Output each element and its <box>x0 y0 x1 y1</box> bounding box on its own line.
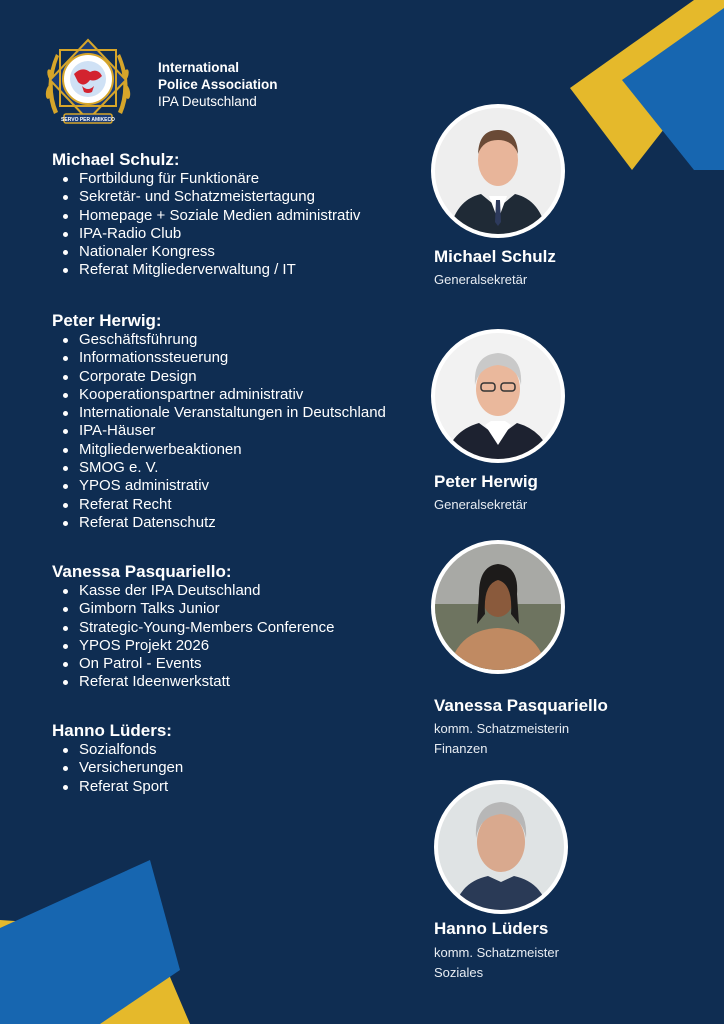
list-item: Gimborn Talks Junior <box>79 600 334 618</box>
list-item: Geschäftsführung <box>79 331 386 349</box>
person-name: Michael Schulz <box>434 247 556 266</box>
list-item: Kasse der IPA Deutschland <box>79 582 334 600</box>
list-item: Informationssteuerung <box>79 349 386 367</box>
list-item: Corporate Design <box>79 368 386 386</box>
list-item: SMOG e. V. <box>79 459 386 477</box>
org-line-2: Police Association <box>158 76 278 92</box>
list-item: Referat Datenschutz <box>79 514 386 532</box>
task-list <box>52 331 386 532</box>
person-name: Hanno Lüders <box>434 919 549 938</box>
organization-name <box>158 59 278 110</box>
list-item: IPA-Radio Club <box>79 225 360 243</box>
task-list <box>52 741 183 796</box>
person-role: komm. Schatzmeisterin <box>434 721 570 736</box>
person-photo-icon <box>435 108 561 234</box>
decor-bottom-left <box>0 850 200 1024</box>
portrait-peter-herwig <box>431 329 565 463</box>
person-photo-icon <box>438 784 564 910</box>
person-name: Peter Herwig <box>434 472 538 491</box>
portrait-hanno-lueders <box>434 780 568 914</box>
list-item: Sozialfonds <box>79 741 183 759</box>
section-hanno-lueders <box>52 721 183 796</box>
task-list <box>52 170 360 280</box>
list-item: Internationale Veranstaltungen in Deutschland <box>79 404 386 422</box>
section-vanessa-pasquariello <box>52 562 334 692</box>
decor-top-right <box>560 0 724 170</box>
org-line-3: IPA Deutschland <box>158 93 257 109</box>
org-line-1: International <box>158 59 240 75</box>
list-item: Strategic-Young-Members Conference <box>79 618 335 636</box>
list-item: Referat Ideenwerkstatt <box>79 673 334 691</box>
list-item: Referat Sport <box>79 778 183 796</box>
person-photo-icon <box>435 544 561 670</box>
section-peter-herwig <box>52 311 386 532</box>
list-item: Fortbildung für Funktionäre <box>79 170 360 188</box>
list-item: YPOS administrativ <box>79 477 386 495</box>
person-department: Soziales <box>434 965 484 980</box>
list-item: Sekretär- und Schatzmeistertagung <box>79 188 360 206</box>
list-item: YPOS Projekt 2026 <box>79 637 334 655</box>
person-name: Vanessa Pasquariello <box>434 696 608 715</box>
list-item: Mitgliederwerbeaktionen <box>79 441 386 459</box>
list-item: IPA-Häuser <box>79 422 386 440</box>
logo-motto: SERVO PER AMIKECO <box>61 117 115 123</box>
section-michael-schulz <box>52 150 360 280</box>
list-item: Referat Mitgliederverwaltung / IT <box>79 261 360 279</box>
list-item: Kooperationspartner administrativ <box>79 386 386 404</box>
list-item: Versicherungen <box>79 759 184 777</box>
task-list <box>52 582 334 692</box>
section-title: Vanessa Pasquariello: <box>52 562 232 581</box>
section-title: Michael Schulz: <box>52 150 180 169</box>
person-department: Finanzen <box>434 741 488 756</box>
person-role: komm. Schatzmeister <box>434 945 559 960</box>
list-item: Nationaler Kongress <box>79 243 360 261</box>
list-item: On Patrol - Events <box>79 655 334 673</box>
person-photo-icon <box>435 333 561 459</box>
portrait-vanessa-pasquariello <box>431 540 565 674</box>
ipa-logo-icon <box>38 36 138 132</box>
portrait-michael-schulz <box>431 104 565 238</box>
section-title: Peter Herwig: <box>52 311 162 330</box>
person-role: Generalsekretär <box>434 272 528 287</box>
section-title: Hanno Lüders: <box>52 721 172 740</box>
header <box>38 36 278 132</box>
person-role: Generalsekretär <box>434 497 528 512</box>
list-item: Referat Recht <box>79 496 386 514</box>
list-item: Homepage + Soziale Medien administrativ <box>79 206 361 224</box>
